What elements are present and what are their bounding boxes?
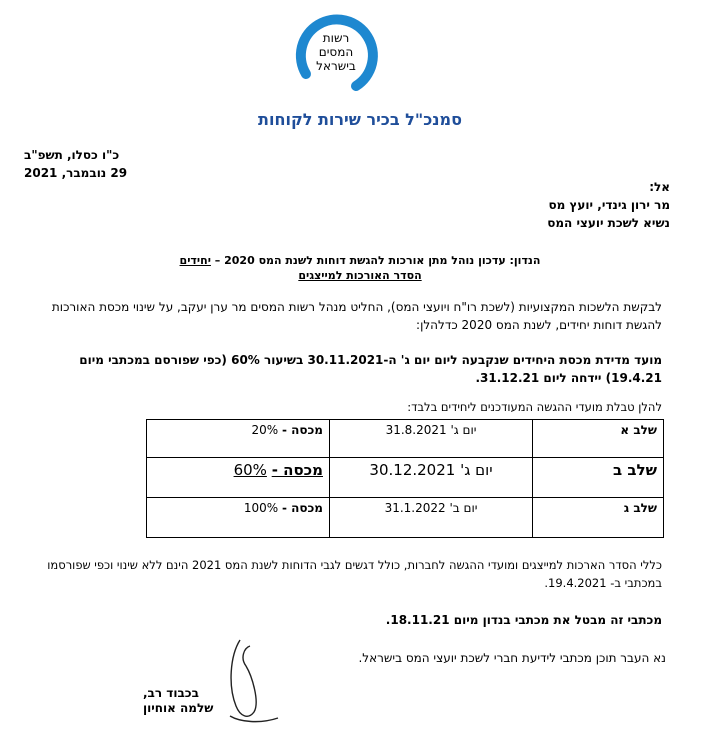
paragraph-request: לבקשת הלשכות המקצועיות (לשכת רו"ח ויועצי המס), החליט מנהל רשות המסים מר ערן יעקב, על שינוי מכסת האורכות להגשת דוחות יחידים, לשנת המס 2020 כדלהלן: — [51, 300, 662, 332]
signature-block — [143, 686, 263, 716]
quota-cell — [147, 420, 330, 458]
logo-line-2: המסים — [318, 45, 354, 59]
quota-cell — [147, 498, 330, 538]
recipient-name: מר ירון גינדי, יועץ מס — [548, 198, 670, 212]
paragraph-cancel: מכתבי זה מבטל את מכתבי בנדון מיום 18.11.21. — [385, 613, 662, 627]
quota-cell — [147, 458, 330, 498]
paragraph-table-intro: להלן טבלת מועדי ההגשה המעודכנים ליחידים בלבד: — [407, 400, 662, 414]
quota-label: מכסה - — [281, 423, 323, 437]
department-title: סמנכ"ל בכיר שירות לקוחות — [258, 110, 462, 129]
date-gregorian: 29 נובמבר, 2021 — [24, 166, 128, 180]
date-hebrew: כ"ו כסלו, תשפ"ב — [24, 148, 120, 162]
subject-prefix: הנדון: עדכון נוהל מתן אורכות להגשת דוחות לשנת המס 2020 – — [214, 254, 541, 267]
signer-name: שלמה אוחיון — [143, 701, 214, 715]
stage-cell: שלב ג — [533, 498, 664, 538]
to-label: אל: — [649, 180, 670, 194]
date-block — [24, 146, 204, 182]
quota-value: 60% — [233, 461, 267, 479]
regards: בכבוד רב, — [143, 686, 199, 700]
paragraph-deadline: מועד מדידת מכסת היחידים שנקבעה ליום יום ג' ה-30.11.2021 בשיעור 60% (כפי שפורסם במכתבי מיום 19.4.21) יידחה ליום 31.12.21. — [79, 353, 662, 385]
subject-underlined: יחידים — [179, 254, 211, 267]
quota-label: מכסה - — [281, 501, 323, 515]
tax-authority-logo — [286, 8, 382, 100]
date-cell: יום ב' 31.1.2022 — [330, 498, 533, 538]
subject-line-2: הסדר האורכות למייצגים — [298, 269, 422, 282]
subject — [150, 253, 570, 283]
date-cell: יום ג' 31.8.2021 — [330, 420, 533, 458]
logo-line-1: רשות — [322, 31, 350, 45]
table-row — [147, 458, 664, 498]
stages-table — [146, 419, 664, 538]
recipient-title: נשיא לשכת יועצי המס — [547, 216, 670, 230]
quota-label: מכסה - — [271, 461, 323, 479]
stage-cell: שלב ב — [533, 458, 664, 498]
recipient-block — [330, 178, 670, 232]
table-row — [147, 420, 664, 458]
subject-line-1 — [150, 253, 570, 268]
logo-line-3: בישראל — [316, 59, 356, 73]
paragraph-rules: כללי הסדר הארכות למייצגים ומועדי ההגשה לחברות, כולל דגשים לגבי הדוחות לשנת המס 2021 הינם ללא שינוי וכפי שפורסמו במכתבי ב- 19.4.2021. — [47, 558, 662, 590]
stage-cell: שלב א — [533, 420, 664, 458]
quota-value: 20% — [251, 423, 279, 437]
date-cell: יום ג' 30.12.2021 — [330, 458, 533, 498]
table-row — [147, 498, 664, 538]
paragraph-forward: נא העבר תוכן מכתבי לידיעת חברי לשכת יועצי המס בישראל. — [358, 651, 666, 665]
quota-value: 100% — [243, 501, 279, 515]
